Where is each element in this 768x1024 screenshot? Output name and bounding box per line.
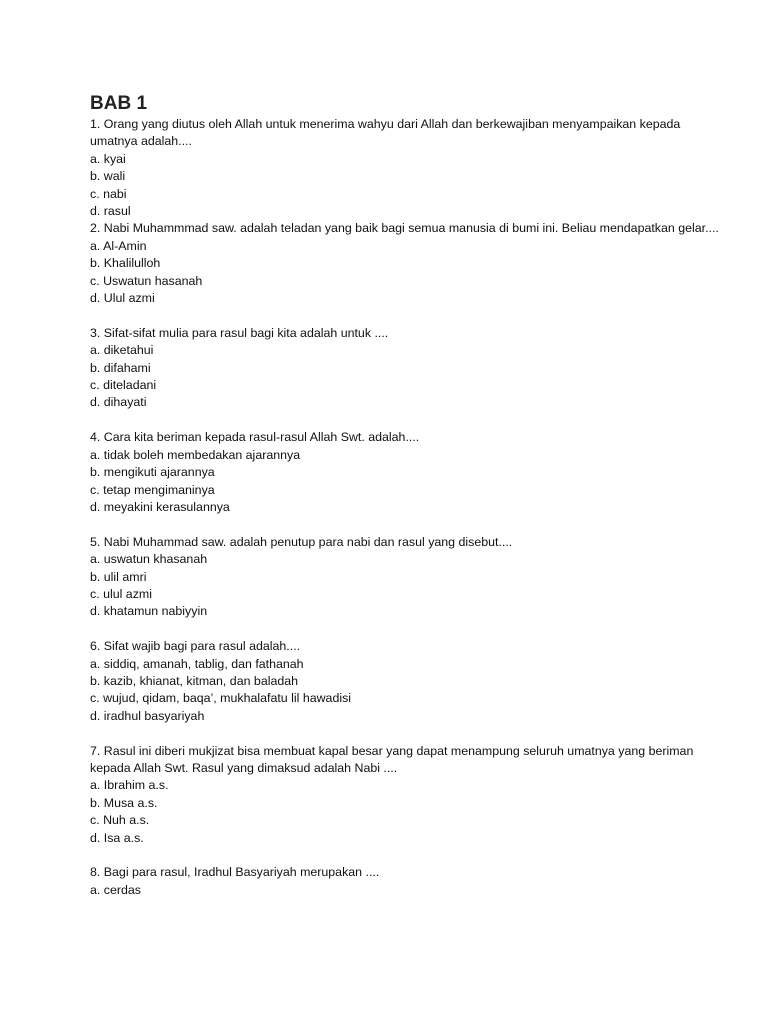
option-c: c. diteladani bbox=[90, 378, 157, 393]
option-a: a. tidak boleh membedakan ajarannya bbox=[90, 447, 301, 462]
question-text: 2. Nabi Muhammmad saw. adalah teladan yang baik bagi semua manusia di bumi ini. Beliau mendapatkan gelar.... bbox=[90, 221, 719, 236]
option-d: d. Isa a.s. bbox=[90, 830, 144, 845]
question-text: 7. Rasul ini diberi mukjizat bisa membuat kapal besar yang dapat menampung seluruh umatnya yang beriman kepada Allah Swt. Rasul yang dimaksud adalah Nabi .... bbox=[90, 743, 694, 775]
option-d: d. meyakini kerasulannya bbox=[90, 499, 230, 514]
option-a: a. cerdas bbox=[90, 882, 141, 897]
question-8 bbox=[90, 864, 730, 899]
option-a: a. Ibrahim a.s. bbox=[90, 778, 169, 793]
option-c: c. ulul azmi bbox=[90, 586, 152, 601]
option-b: b. Khalilulloh bbox=[90, 256, 161, 271]
document-page bbox=[90, 92, 730, 899]
chapter-title: BAB 1 bbox=[90, 93, 148, 114]
option-d: d. khatamun nabiyyin bbox=[90, 604, 208, 619]
option-a: a. Al-Amin bbox=[90, 238, 147, 253]
option-d: d. rasul bbox=[90, 204, 131, 219]
option-b: b. mengikuti ajarannya bbox=[90, 465, 215, 480]
option-c: c. wujud, qidam, baqa’, mukhalafatu lil hawadisi bbox=[90, 691, 352, 706]
question-7 bbox=[90, 743, 730, 847]
option-b: b. kazib, khianat, kitman, dan baladah bbox=[90, 673, 299, 688]
option-b: b. Musa a.s. bbox=[90, 795, 158, 810]
option-c: c. Nuh a.s. bbox=[90, 813, 150, 828]
question-4 bbox=[90, 429, 730, 516]
spacer bbox=[90, 621, 730, 638]
spacer bbox=[90, 516, 730, 533]
spacer bbox=[90, 412, 730, 429]
option-b: b. difahami bbox=[90, 360, 151, 375]
option-c: c. nabi bbox=[90, 186, 127, 201]
question-1 bbox=[90, 116, 730, 220]
option-b: b. wali bbox=[90, 169, 126, 184]
option-d: d. Ulul azmi bbox=[90, 291, 155, 306]
question-6 bbox=[90, 638, 730, 725]
option-b: b. ulil amri bbox=[90, 569, 147, 584]
option-d: d. iradhul basyariyah bbox=[90, 708, 205, 723]
question-text: 1. Orang yang diutus oleh Allah untuk menerima wahyu dari Allah dan berkewajiban menyampaikan kepada umatnya adalah.... bbox=[90, 117, 681, 149]
question-text: 4. Cara kita beriman kepada rasul-rasul Allah Swt. adalah.... bbox=[90, 430, 420, 445]
question-text: 3. Sifat-sifat mulia para rasul bagi kita adalah untuk .... bbox=[90, 325, 389, 340]
spacer bbox=[90, 725, 730, 742]
question-text: 5. Nabi Muhammad saw. adalah penutup para nabi dan rasul yang disebut.... bbox=[90, 534, 513, 549]
option-d: d. dihayati bbox=[90, 395, 147, 410]
spacer bbox=[90, 847, 730, 864]
option-a: a. diketahui bbox=[90, 343, 154, 358]
question-text: 8. Bagi para rasul, Iradhul Basyariyah merupakan .... bbox=[90, 865, 380, 880]
question-3 bbox=[90, 325, 730, 412]
question-text: 6. Sifat wajib bagi para rasul adalah.... bbox=[90, 639, 301, 654]
option-a: a. siddiq, amanah, tablig, dan fathanah bbox=[90, 656, 304, 671]
option-a: a. kyai bbox=[90, 151, 126, 166]
question-2 bbox=[90, 220, 730, 307]
option-c: c. Uswatun hasanah bbox=[90, 273, 203, 288]
option-c: c. tetap mengimaninya bbox=[90, 482, 215, 497]
question-5 bbox=[90, 534, 730, 621]
option-a: a. uswatun khasanah bbox=[90, 552, 208, 567]
spacer bbox=[90, 307, 730, 324]
